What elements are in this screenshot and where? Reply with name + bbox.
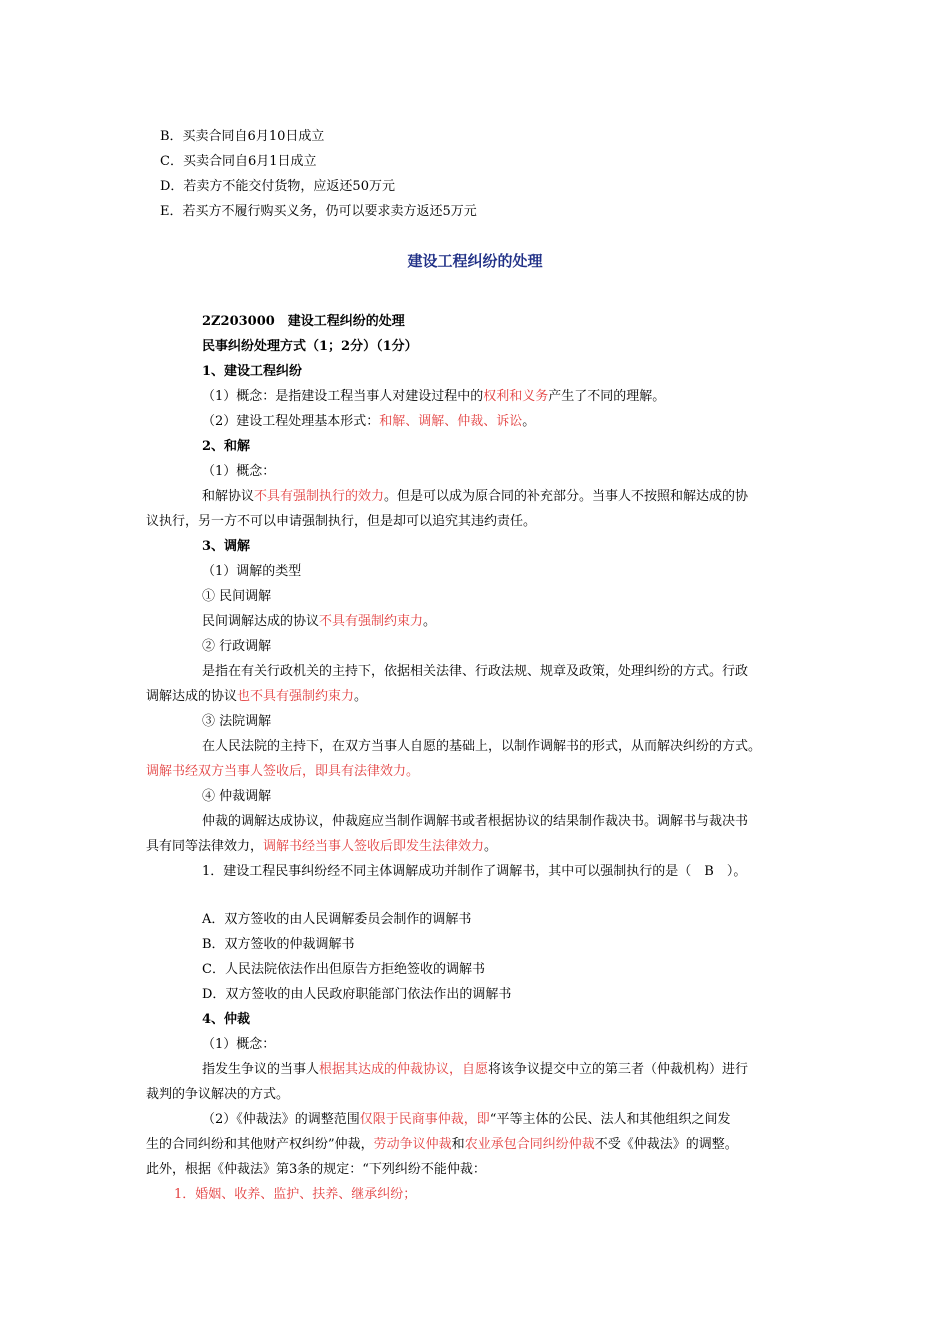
paragraph-2c: 议执行，另一方不可以申请强制执行，但是却可以追究其违约责任。 [146,514,537,529]
paragraph-3f: 调解达成的协议也不具有强制约束力。 [146,689,368,704]
question-1: 1．建设工程民事纠纷经不同主体调解成功并制作了调解书，其中可以强制执行的是（ B ）。 [202,864,747,879]
paragraph-1a: （1）概念：是指建设工程当事人对建设过程中的权利和义务产生了不同的理解。 [202,389,666,404]
paragraph-3h: 在人民法院的主持下，在双方当事人自愿的基础上，以制作调解书的形式，从而解决纠纷的方式。 [202,739,762,754]
option-e: E．若买方不履行购买义务，仍可以要求卖方返还5万元 [160,204,477,219]
paragraph-4b: 指发生争议的当事人根据其达成的仲裁协议，自愿将该争议提交中立的第三者（仲裁机构）进行 [202,1062,749,1077]
paragraph-1b: （2）建设工程处理基本形式：和解、调解、仲裁、诉讼。 [202,414,536,429]
question-1-option-b: B．双方签收的仲裁调解书 [202,937,355,952]
paragraph-2b: 和解协议不具有强制执行的效力。但是可以成为原合同的补充部分。当事人不按照和解达成的协 [202,489,749,504]
paragraph-3e: 是指在有关行政机关的主持下，依据相关法律、行政法规、规章及政策，处理纠纷的方式。行政 [202,664,749,679]
paragraph-4f: 此外，根据《仲裁法》第3条的规定：“下列纠纷不能仲裁： [146,1162,486,1177]
question-1-option-d: D．双方签收的由人民政府职能部门依法作出的调解书 [202,987,512,1002]
question-1-option-a: A．双方签收的由人民调解委员会制作的调解书 [202,912,472,927]
paragraph-3a: （1）调解的类型 [202,564,302,579]
code-heading: 2Z203000 建设工程纠纷的处理 [202,314,405,329]
section-title: 建设工程纠纷的处理 [407,252,543,270]
paragraph-4d: （2）《仲裁法》的调整范围仅限于民商事仲裁，即“平等主体的公民、法人和其他组织之间发 [202,1112,731,1127]
paragraph-3k: 仲裁的调解达成协议，仲裁庭应当制作调解书或者根据协议的结果制作裁决书。调解书与裁决书 [202,814,749,829]
paragraph-3g: ③ 法院调解 [202,714,272,729]
heading-4: 4、仲裁 [202,1012,251,1027]
option-b: B．买卖合同自6月10日成立 [160,129,325,144]
heading-2: 2、和解 [202,439,251,454]
heading-1: 1、建设工程纠纷 [202,364,303,379]
paragraph-3c: 民间调解达成的协议不具有强制约束力。 [202,614,437,629]
paragraph-3i: 调解书经双方当事人签收后，即具有法律效力。 [146,764,420,779]
paragraph-4a: （1）概念： [202,1037,276,1052]
option-c: C．买卖合同自6月1日成立 [160,154,317,169]
paragraph-2a: （1）概念： [202,464,276,479]
option-d: D．若卖方不能交付货物，应返还50万元 [160,179,395,194]
paragraph-3d: ② 行政调解 [202,639,272,654]
paragraph-3l: 具有同等法律效力，调解书经当事人签收后即发生法律效力。 [146,839,498,854]
paragraph-3j: ④ 仲裁调解 [202,789,272,804]
heading-3: 3、调解 [202,539,251,554]
paragraph-4g: 1．婚姻、收养、监护、扶养、继承纠纷； [174,1187,417,1202]
question-1-option-c: C．人民法院依法作出但原告方拒绝签收的调解书 [202,962,485,977]
paragraph-4e: 生的合同纠纷和其他财产权纠纷”仲裁，劳动争议仲裁和农业承包合同纠纷仲裁不受《仲裁法》的调整。 [146,1137,738,1152]
sub-heading: 民事纠纷处理方式（1；2分）（1分） [202,339,418,354]
paragraph-4c: 裁判的争议解决的方式。 [146,1087,290,1102]
paragraph-3b: ① 民间调解 [202,589,272,604]
